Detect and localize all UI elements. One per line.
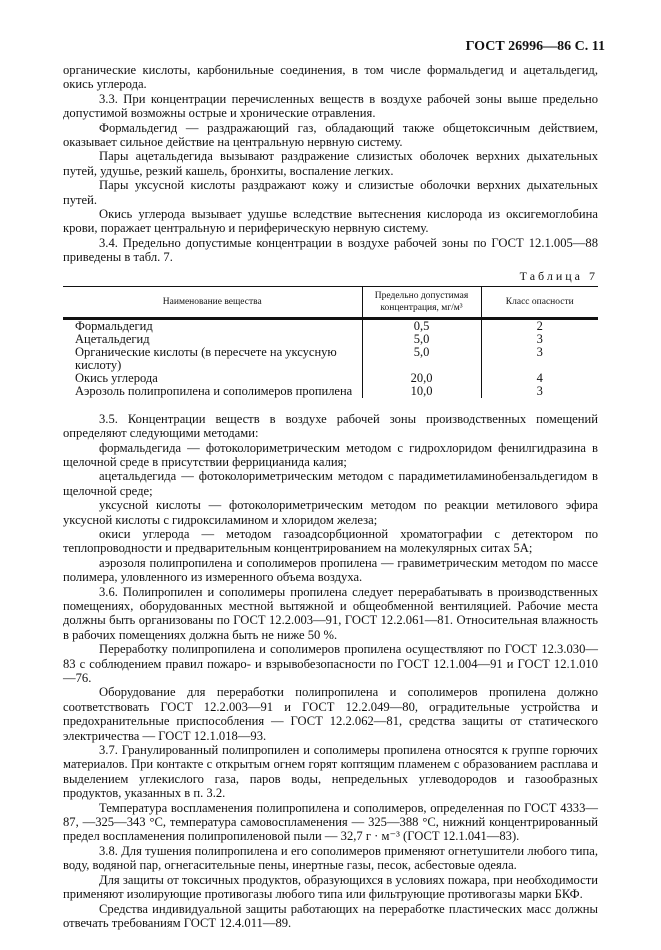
cell-concentration: 5,0 xyxy=(362,333,481,346)
page-header: ГОСТ 26996—86 С. 11 xyxy=(465,39,605,54)
cell-concentration: 0,5 xyxy=(362,318,481,333)
cell-substance: Ацетальдегид xyxy=(75,331,150,346)
paragraph: Пары уксусной кислоты раздражают кожу и слизистые оболочки верхних дыхательных путей. xyxy=(63,178,598,207)
paragraph: 3.8. Для тушения полипропилена и его сополимеров применяют огнетушители любого типа, воду, водяной пар, огнегасительные пены, инертные газы, песок, асбестовые одеяла. xyxy=(63,843,598,873)
cell-concentration: 5,0 xyxy=(362,346,481,372)
paragraph: Средства индивидуальной защиты работающих на переработке пластических масс должны отвечать требованиям ГОСТ 12.4.011—89. xyxy=(63,901,598,930)
cell-hazard-class: 3 xyxy=(481,346,598,372)
paragraph: органические кислоты, карбонильные соединения, в том числе формальдегид и ацетальдегид, окись углерода. xyxy=(63,63,598,92)
paragraph: 3.6. Полипропилен и сополимеры пропилена следует перерабатывать в производственных помещениях, оборудованных местной вытяжной и общеобменной вентиляцией. Рабочие места должны быть организованы по ГОСТ 12.2.003—91, ГОСТ 12.2.061—81. Относительная влажность в рабочих помещениях должна быть не ниже 50 %. xyxy=(63,584,598,642)
cell-hazard-class: 4 xyxy=(481,372,598,385)
cell-hazard-class: 3 xyxy=(481,385,598,398)
table-row xyxy=(63,346,598,372)
table-row xyxy=(63,333,598,346)
text-block-bottom xyxy=(63,412,598,931)
cell-substance: Аэрозоль полипропилена и сополимеров пропилена xyxy=(75,383,353,398)
paragraph: Пары ацетальдегида вызывают раздражение слизистых оболочек верхних дыхательных путей, удушье, резкий кашель, бронхиты, воспаление легких. xyxy=(63,149,598,178)
paragraph: Переработку полипропилена и сополимеров пропилена осуществляют по ГОСТ 12.3.030—83 с соблюдением правил пожаро- и взрывобезопасности по ГОСТ 12.1.004—91 и ГОСТ 12.1.010—76. xyxy=(63,642,598,685)
paragraph: Формальдегид — раздражающий газ, обладающий также общетоксичным действием, оказывает сильное действие на центральную нервную систему. xyxy=(63,120,598,150)
paragraph: 3.5. Концентрации веществ в воздухе рабочей зоны производственных помещений определяют следующими методами: xyxy=(63,411,598,441)
paragraph: Окись углерода вызывает удушье вследствие вытеснения кислорода из оксигемоглобина крови, поражает центральную и периферическую нервную систему. xyxy=(63,207,598,236)
paragraph: уксусной кислоты — фотоколориметрическим методом по реакции метилового эфира уксусной кислоты с гидроксиламином и хлоридом железа; xyxy=(63,498,598,527)
table-caption: Таблица 7 xyxy=(519,268,598,283)
cell-substance: Формальдегид xyxy=(75,318,153,333)
table-7 xyxy=(63,286,598,398)
table-row xyxy=(63,372,598,385)
cell-hazard-class: 2 xyxy=(481,318,598,333)
table-row xyxy=(63,385,598,398)
column-header: Класс опасности xyxy=(481,286,598,318)
cell-substance: Окись углерода xyxy=(75,370,158,385)
text-block-top xyxy=(63,63,598,265)
paragraph: Для защиты от токсичных продуктов, образующихся в условиях пожара, при необходимости применяют изолирующие противогазы любого типа или фильтрующие противогазы марки БКФ. xyxy=(63,872,598,902)
paragraph: аэрозоля полипропилена и сополимеров пропилена — гравиметрическим методом по массе полимера, уловленного из измеренного объема воздуха. xyxy=(63,555,598,585)
paragraph: ацетальдегида — фотоколориметрическим методом с парадиметиламинобензальдегидом в щелочной среде; xyxy=(63,469,598,498)
paragraph: 3.4. Предельно допустимые концентрации в воздухе рабочей зоны по ГОСТ 12.1.005—88 приведены в табл. 7. xyxy=(63,235,598,265)
paragraph: 3.3. При концентрации перечисленных веществ в воздухе рабочей зоны выше предельно допустимой возможны острые и хронические отравления. xyxy=(63,91,598,121)
table-header-row xyxy=(63,286,598,318)
cell-concentration: 20,0 xyxy=(362,372,481,385)
cell-concentration: 10,0 xyxy=(362,385,481,398)
paragraph: окиси углерода — методом газоадсорбционной хроматографии с детектором по теплопроводности и предварительным концентрированием на молекулярных ситах 5А; xyxy=(63,526,598,556)
table-row xyxy=(63,318,598,333)
cell-substance: Органические кислоты (в пересчете на уксусную кислоту) xyxy=(75,344,337,372)
paragraph: Оборудование для переработки полипропилена и сополимеров пропилена должно соответствовать ГОСТ 12.2.003—91 и ГОСТ 12.2.049—80, оградительные устройства и предохранительные приспособления — ГОСТ 12.2.062—81, средства защиты от статического электричества — ГОСТ 12.1.018—93. xyxy=(63,685,598,743)
paragraph: Температура воспламенения полипропилена и сополимеров, определенная по ГОСТ 4333—87, —325—343 °С, температура самовоспламенения — 325—388 °С, нижний концентрированный предел воспламенения полипропиленовой пыли — 32,7 г · м⁻³ (ГОСТ 12.1.041—83). xyxy=(63,800,598,844)
paragraph: 3.7. Гранулированный полипропилен и сополимеры пропилена относятся к группе горючих материалов. При контакте с открытым огнем горят коптящим пламенем с образованием расплава и выделением углекислого газа, паров воды, непредельных углеводородов и газообразных продуктов, указанных в п. 3.2. xyxy=(63,743,598,801)
paragraph: формальдегида — фотоколориметрическим методом с гидрохлоридом фенилгидразина в щелочной среде в присутствии феррицианида калия; xyxy=(63,440,598,469)
column-header: Предельно допустимая концентрация, мг/м³ xyxy=(362,286,481,318)
cell-hazard-class: 3 xyxy=(481,333,598,346)
column-header: Наименование вещества xyxy=(63,286,362,318)
